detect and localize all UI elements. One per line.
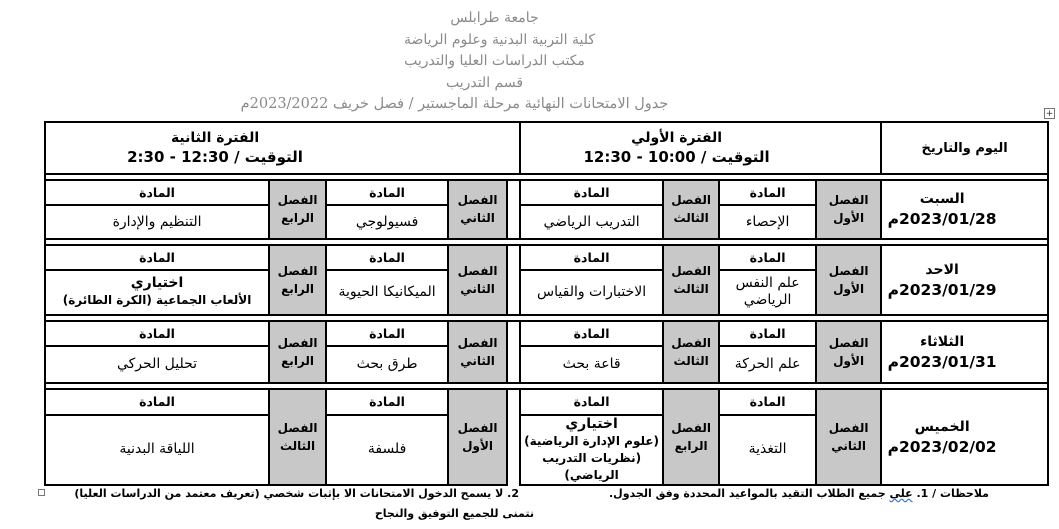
subject-cell: علم النفس الرياضي: [719, 270, 816, 315]
subject-cell: فلسفة: [326, 415, 448, 485]
subject-header: المادة: [520, 389, 663, 414]
office-name: مكتب الدراسات العليا والتدريب: [404, 53, 585, 70]
subject-cell: التدريب الرياضي: [520, 205, 663, 238]
spellcheck-underline: على: [889, 487, 913, 500]
subject-cell: الميكانيكا الحيوية: [326, 270, 448, 315]
period-1-time: التوقيت / 10:00 - 12:30: [583, 148, 770, 167]
subject-header: المادة: [326, 180, 448, 205]
day-cell: [881, 180, 1048, 238]
table-row: [45, 321, 1048, 346]
subject-header: المادة: [326, 245, 448, 270]
semester-cell: الفصل الثاني: [448, 180, 507, 238]
subject-cell: تحليل الحركي: [45, 346, 269, 383]
subject-header: المادة: [719, 245, 816, 270]
semester-cell: الفصل الرابع: [269, 245, 326, 315]
subject-header: المادة: [326, 389, 448, 414]
subject-header: المادة: [45, 180, 269, 205]
subject-cell: اختياري (علوم الإدارة الرياضية) (نظريات التدريب الرياضي): [520, 415, 663, 485]
day-cell: [881, 245, 1048, 315]
semester-cell: الفصل الرابع: [269, 180, 326, 238]
table-move-handle[interactable]: +: [1045, 109, 1054, 119]
semester-cell: الفصل الأول: [816, 245, 881, 315]
subject-cell: التغذية: [719, 415, 816, 485]
semester-cell: الفصل الثالث: [663, 321, 719, 383]
day-date: 2023/01/29م: [887, 280, 997, 299]
note-2: 2. لا يسمح الدخول الامتحانات الا بإثبات شخصي (تعريف معتمد من الدراسات العليا): [74, 487, 519, 500]
subject-header: المادة: [719, 389, 816, 414]
semester-cell: الفصل الأول: [816, 180, 881, 238]
subject-cell: الاختبارات والقياس: [520, 270, 663, 315]
subject-cell: التنظيم والإدارة: [45, 205, 269, 238]
subject-header: المادة: [45, 321, 269, 346]
subject-header: المادة: [326, 321, 448, 346]
semester-cell: الفصل الثاني: [448, 245, 507, 315]
day-date: 2023/01/28م: [887, 210, 997, 229]
table-row: [45, 389, 1048, 414]
day-date-header: اليوم والتاريخ: [881, 122, 1048, 174]
subject-cell: اللياقة البدنية: [45, 415, 269, 485]
day-date: 2023/02/02م: [887, 438, 997, 457]
semester-cell: الفصل الرابع: [663, 389, 719, 485]
period-1-header: [520, 122, 881, 174]
period-2-time: التوقيت / 12:30 - 2:30: [127, 148, 303, 167]
exam-schedule-table: [44, 121, 1049, 486]
day-name: الاحد: [925, 261, 959, 278]
period-separator: [507, 180, 520, 238]
day-cell: [881, 321, 1048, 383]
subject-cell: قاعة بحث: [520, 346, 663, 383]
day-name: السبت: [919, 191, 965, 208]
subject-header: المادة: [719, 321, 816, 346]
subject-header: المادة: [520, 180, 663, 205]
note-1: ملاحظات / 1. على جميع الطلاب التقيد بالمواعيد المحددة وفق الجدول.: [609, 487, 989, 500]
semester-cell: الفصل الثاني: [448, 321, 507, 383]
subject-header: المادة: [45, 389, 269, 414]
day-cell: [881, 389, 1048, 485]
table-row: [45, 180, 1048, 205]
semester-cell: الفصل الثالث: [269, 389, 326, 485]
closing-line: نتمنى للجميع التوفيق والنجاح: [374, 507, 534, 520]
semester-cell: الفصل الرابع: [269, 321, 326, 383]
table-header-row: [45, 122, 1048, 174]
subject-header: المادة: [520, 245, 663, 270]
period-separator: [507, 245, 520, 315]
semester-cell: الفصل الثالث: [663, 180, 719, 238]
day-name: الخميس: [914, 419, 970, 436]
subject-cell: علم الحركة: [719, 346, 816, 383]
semester-cell: الفصل الأول: [448, 389, 507, 485]
day-date: 2023/01/31م: [887, 353, 997, 372]
subject-cell: الإحصاء: [719, 205, 816, 238]
period-1-name: الفترة الأولي: [631, 130, 723, 147]
subject-header: المادة: [719, 180, 816, 205]
semester-cell: الفصل الثاني: [816, 389, 881, 485]
period-2-name: الفترة الثانية: [170, 130, 260, 147]
day-name: الثلاثاء: [920, 334, 965, 351]
schedule-title: جدول الامتحانات النهائية مرحلة الماجستير / فصل خريف 2023/2022م: [240, 96, 669, 113]
document-header: [0, 8, 1059, 116]
subject-header: المادة: [520, 321, 663, 346]
semester-cell: الفصل الثالث: [663, 245, 719, 315]
period-2-header: [45, 122, 520, 174]
department-name: قسم التدريب: [445, 74, 524, 91]
faculty-name: كلية التربية البدنية وعلوم الرياضة: [403, 31, 595, 48]
period-separator: [507, 321, 520, 383]
period-separator: [507, 389, 520, 485]
semester-cell: الفصل الأول: [816, 321, 881, 383]
subject-cell: فسيولوجي: [326, 205, 448, 238]
subject-cell: اختياري الألعاب الجماعية (الكرة الطائرة): [45, 270, 269, 315]
subject-cell: طرق بحث: [326, 346, 448, 383]
university-name: جامعة طرابلس: [450, 10, 539, 26]
table-row: [45, 245, 1048, 270]
subject-header: المادة: [45, 245, 269, 270]
table-resize-handle[interactable]: [38, 489, 45, 496]
